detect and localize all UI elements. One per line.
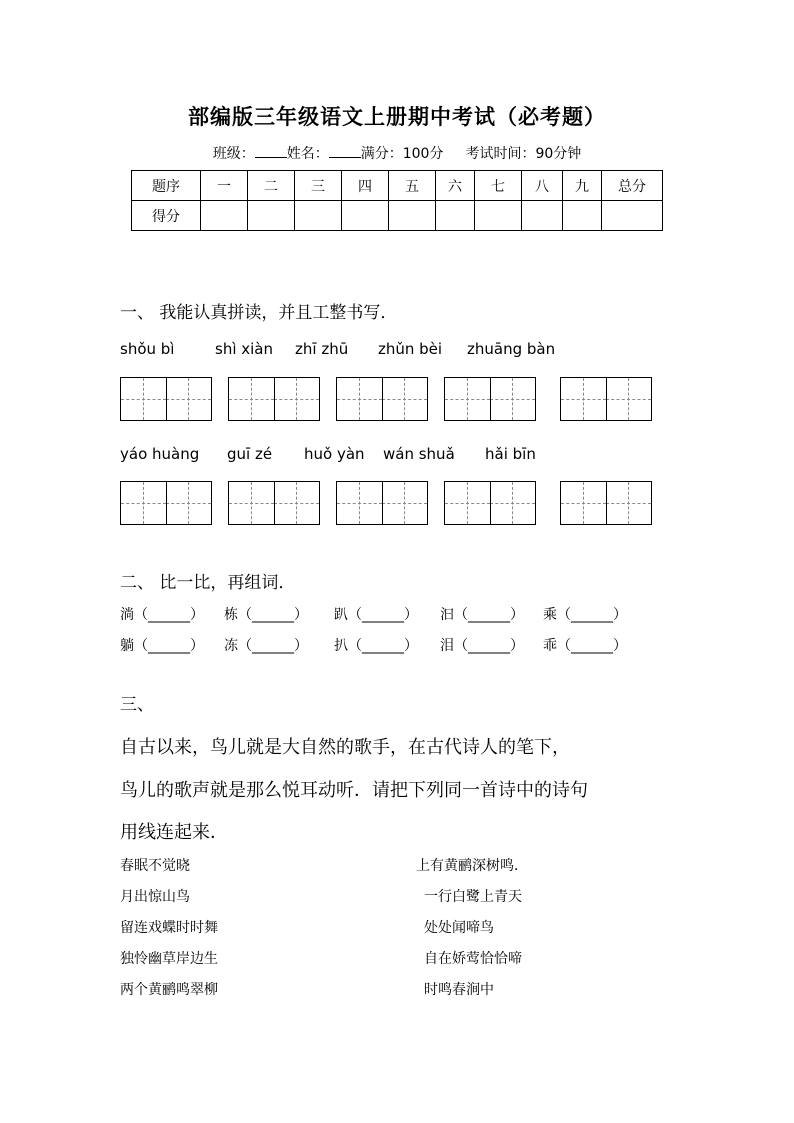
writing-cell[interactable] xyxy=(274,482,319,524)
poem-line-left[interactable]: 留连戏蝶时时舞 xyxy=(120,920,218,936)
guide-line xyxy=(121,399,166,400)
compare-item: 躺（______） xyxy=(120,638,204,654)
guide-line xyxy=(166,503,211,504)
writing-grid[interactable] xyxy=(228,481,320,525)
pinyin-item: hǎi bīn xyxy=(485,445,536,463)
table-cell: 九 xyxy=(563,171,602,201)
poem-line-right[interactable]: 一行白鹭上青天 xyxy=(424,889,522,905)
writing-cell[interactable] xyxy=(337,482,382,524)
grid-divider xyxy=(606,482,607,524)
writing-grid[interactable] xyxy=(228,377,320,421)
compare-item: 乘（______） xyxy=(543,607,627,623)
pinyin-item: guī zé xyxy=(227,445,273,463)
writing-grid[interactable] xyxy=(444,481,536,525)
guide-line xyxy=(561,399,606,400)
writing-grid[interactable] xyxy=(120,377,212,421)
table-cell: 题序 xyxy=(132,171,201,201)
writing-cell[interactable] xyxy=(606,482,651,524)
writing-grid[interactable] xyxy=(560,481,652,525)
pinyin-item: zhuāng bàn xyxy=(467,340,556,358)
instruction-line: 自古以来，鸟儿就是大自然的歌手，在古代诗人的笔下， xyxy=(120,737,570,758)
poem-line-left[interactable]: 春眠不觉晓 xyxy=(120,858,190,874)
guide-line xyxy=(337,503,382,504)
guide-line xyxy=(274,503,319,504)
writing-cell[interactable] xyxy=(337,378,382,420)
pinyin-item: zhǔn bèi xyxy=(378,340,443,358)
score-cell[interactable] xyxy=(475,201,522,231)
writing-grid[interactable] xyxy=(336,377,428,421)
table-cell: 三 xyxy=(295,171,342,201)
guide-line xyxy=(382,399,427,400)
poem-line-left[interactable]: 两个黄鹂鸣翠柳 xyxy=(120,982,218,998)
compare-item: 淌（______） xyxy=(120,607,204,623)
pinyin-item: yáo huàng xyxy=(120,445,200,463)
compare-item: 汩（______） xyxy=(440,607,524,623)
poem-line-right[interactable]: 时鸣春涧中 xyxy=(424,982,494,998)
writing-cell[interactable] xyxy=(490,482,535,524)
grid-divider xyxy=(606,378,607,420)
score-table-header-row xyxy=(132,171,663,201)
writing-cell[interactable] xyxy=(606,378,651,420)
instruction-line: 鸟儿的歌声就是那么悦耳动听．请把下列同一首诗中的诗句 xyxy=(120,780,588,801)
poem-line-right[interactable]: 处处闻啼鸟 xyxy=(424,920,494,936)
grid-divider xyxy=(166,378,167,420)
poem-line-right[interactable]: 上有黄鹂深树鸣． xyxy=(416,858,528,874)
score-cell[interactable] xyxy=(248,201,295,231)
section3-title: 三、 xyxy=(120,695,154,715)
score-table-score-row xyxy=(132,201,663,231)
name-blank[interactable] xyxy=(329,145,361,158)
class-blank[interactable] xyxy=(255,145,287,158)
table-cell: 四 xyxy=(342,171,389,201)
guide-line xyxy=(274,399,319,400)
writing-cell[interactable] xyxy=(166,482,211,524)
grid-divider xyxy=(166,482,167,524)
writing-cell[interactable] xyxy=(382,378,427,420)
grid-divider xyxy=(490,482,491,524)
page-title: 部编版三年级语文上册期中考试（必考题） xyxy=(188,105,606,129)
score-cell[interactable] xyxy=(436,201,475,231)
guide-line xyxy=(490,503,535,504)
section1-title: 一、 我能认真拼读，并且工整书写． xyxy=(120,303,398,323)
compare-item: 扒（______） xyxy=(334,638,418,654)
pinyin-item: wán shuǎ xyxy=(383,445,455,463)
compare-item: 栋（______） xyxy=(224,607,308,623)
poem-line-right[interactable]: 自在娇莺恰恰啼 xyxy=(424,951,522,967)
guide-line xyxy=(121,503,166,504)
writing-cell[interactable] xyxy=(490,378,535,420)
guide-line xyxy=(606,399,651,400)
guide-line xyxy=(229,399,274,400)
writing-cell[interactable] xyxy=(121,378,166,420)
guide-line xyxy=(445,399,490,400)
writing-cell[interactable] xyxy=(561,482,606,524)
section2-title: 二、 比一比，再组词． xyxy=(120,573,296,593)
table-cell: 得分 xyxy=(132,201,201,231)
table-cell: 一 xyxy=(201,171,248,201)
guide-line xyxy=(606,503,651,504)
table-cell: 七 xyxy=(475,171,522,201)
guide-line xyxy=(561,503,606,504)
compare-item: 冻（______） xyxy=(224,638,308,654)
guide-line xyxy=(229,503,274,504)
instruction-line: 用线连起来． xyxy=(120,822,228,843)
writing-cell[interactable] xyxy=(445,378,490,420)
grid-divider xyxy=(382,482,383,524)
score-cell[interactable] xyxy=(522,201,563,231)
time-label: 考试时间：90分钟 xyxy=(465,146,582,162)
score-table xyxy=(131,170,663,231)
score-cell[interactable] xyxy=(342,201,389,231)
poem-line-left[interactable]: 独怜幽草岸边生 xyxy=(120,951,218,967)
pinyin-item: zhī zhū xyxy=(295,340,349,358)
guide-line xyxy=(445,503,490,504)
writing-grid[interactable] xyxy=(444,377,536,421)
table-cell: 二 xyxy=(248,171,295,201)
guide-line xyxy=(166,399,211,400)
pinyin-item: huǒ yàn xyxy=(304,445,365,463)
writing-grid[interactable] xyxy=(120,481,212,525)
pinyin-item: shǒu bì xyxy=(120,340,175,358)
score-cell[interactable] xyxy=(389,201,436,231)
table-cell: 八 xyxy=(522,171,563,201)
writing-cell[interactable] xyxy=(166,378,211,420)
writing-cell[interactable] xyxy=(121,482,166,524)
writing-cell[interactable] xyxy=(229,482,274,524)
score-cell[interactable] xyxy=(563,201,602,231)
compare-item: 乖（______） xyxy=(543,638,627,654)
writing-cell[interactable] xyxy=(445,482,490,524)
name-label: 姓名： xyxy=(286,146,329,162)
compare-item: 趴（______） xyxy=(334,607,418,623)
score-cell[interactable] xyxy=(602,201,663,231)
writing-cell[interactable] xyxy=(229,378,274,420)
guide-line xyxy=(490,399,535,400)
table-cell: 五 xyxy=(389,171,436,201)
pinyin-item: shì xiàn xyxy=(215,340,274,358)
guide-line xyxy=(337,399,382,400)
compare-item: 泪（______） xyxy=(440,638,524,654)
grid-divider xyxy=(274,482,275,524)
exam-info xyxy=(0,143,794,163)
guide-line xyxy=(382,503,427,504)
table-cell: 六 xyxy=(436,171,475,201)
writing-cell[interactable] xyxy=(274,378,319,420)
writing-grid[interactable] xyxy=(336,481,428,525)
grid-divider xyxy=(490,378,491,420)
poem-line-left[interactable]: 月出惊山鸟 xyxy=(120,889,190,905)
grid-divider xyxy=(274,378,275,420)
table-cell: 总分 xyxy=(602,171,663,201)
score-cell[interactable] xyxy=(295,201,342,231)
writing-cell[interactable] xyxy=(382,482,427,524)
full-score-label: 满分：100分 xyxy=(360,146,444,162)
class-label: 班级： xyxy=(212,146,255,162)
grid-divider xyxy=(382,378,383,420)
writing-cell[interactable] xyxy=(561,378,606,420)
writing-grid[interactable] xyxy=(560,377,652,421)
score-cell[interactable] xyxy=(201,201,248,231)
